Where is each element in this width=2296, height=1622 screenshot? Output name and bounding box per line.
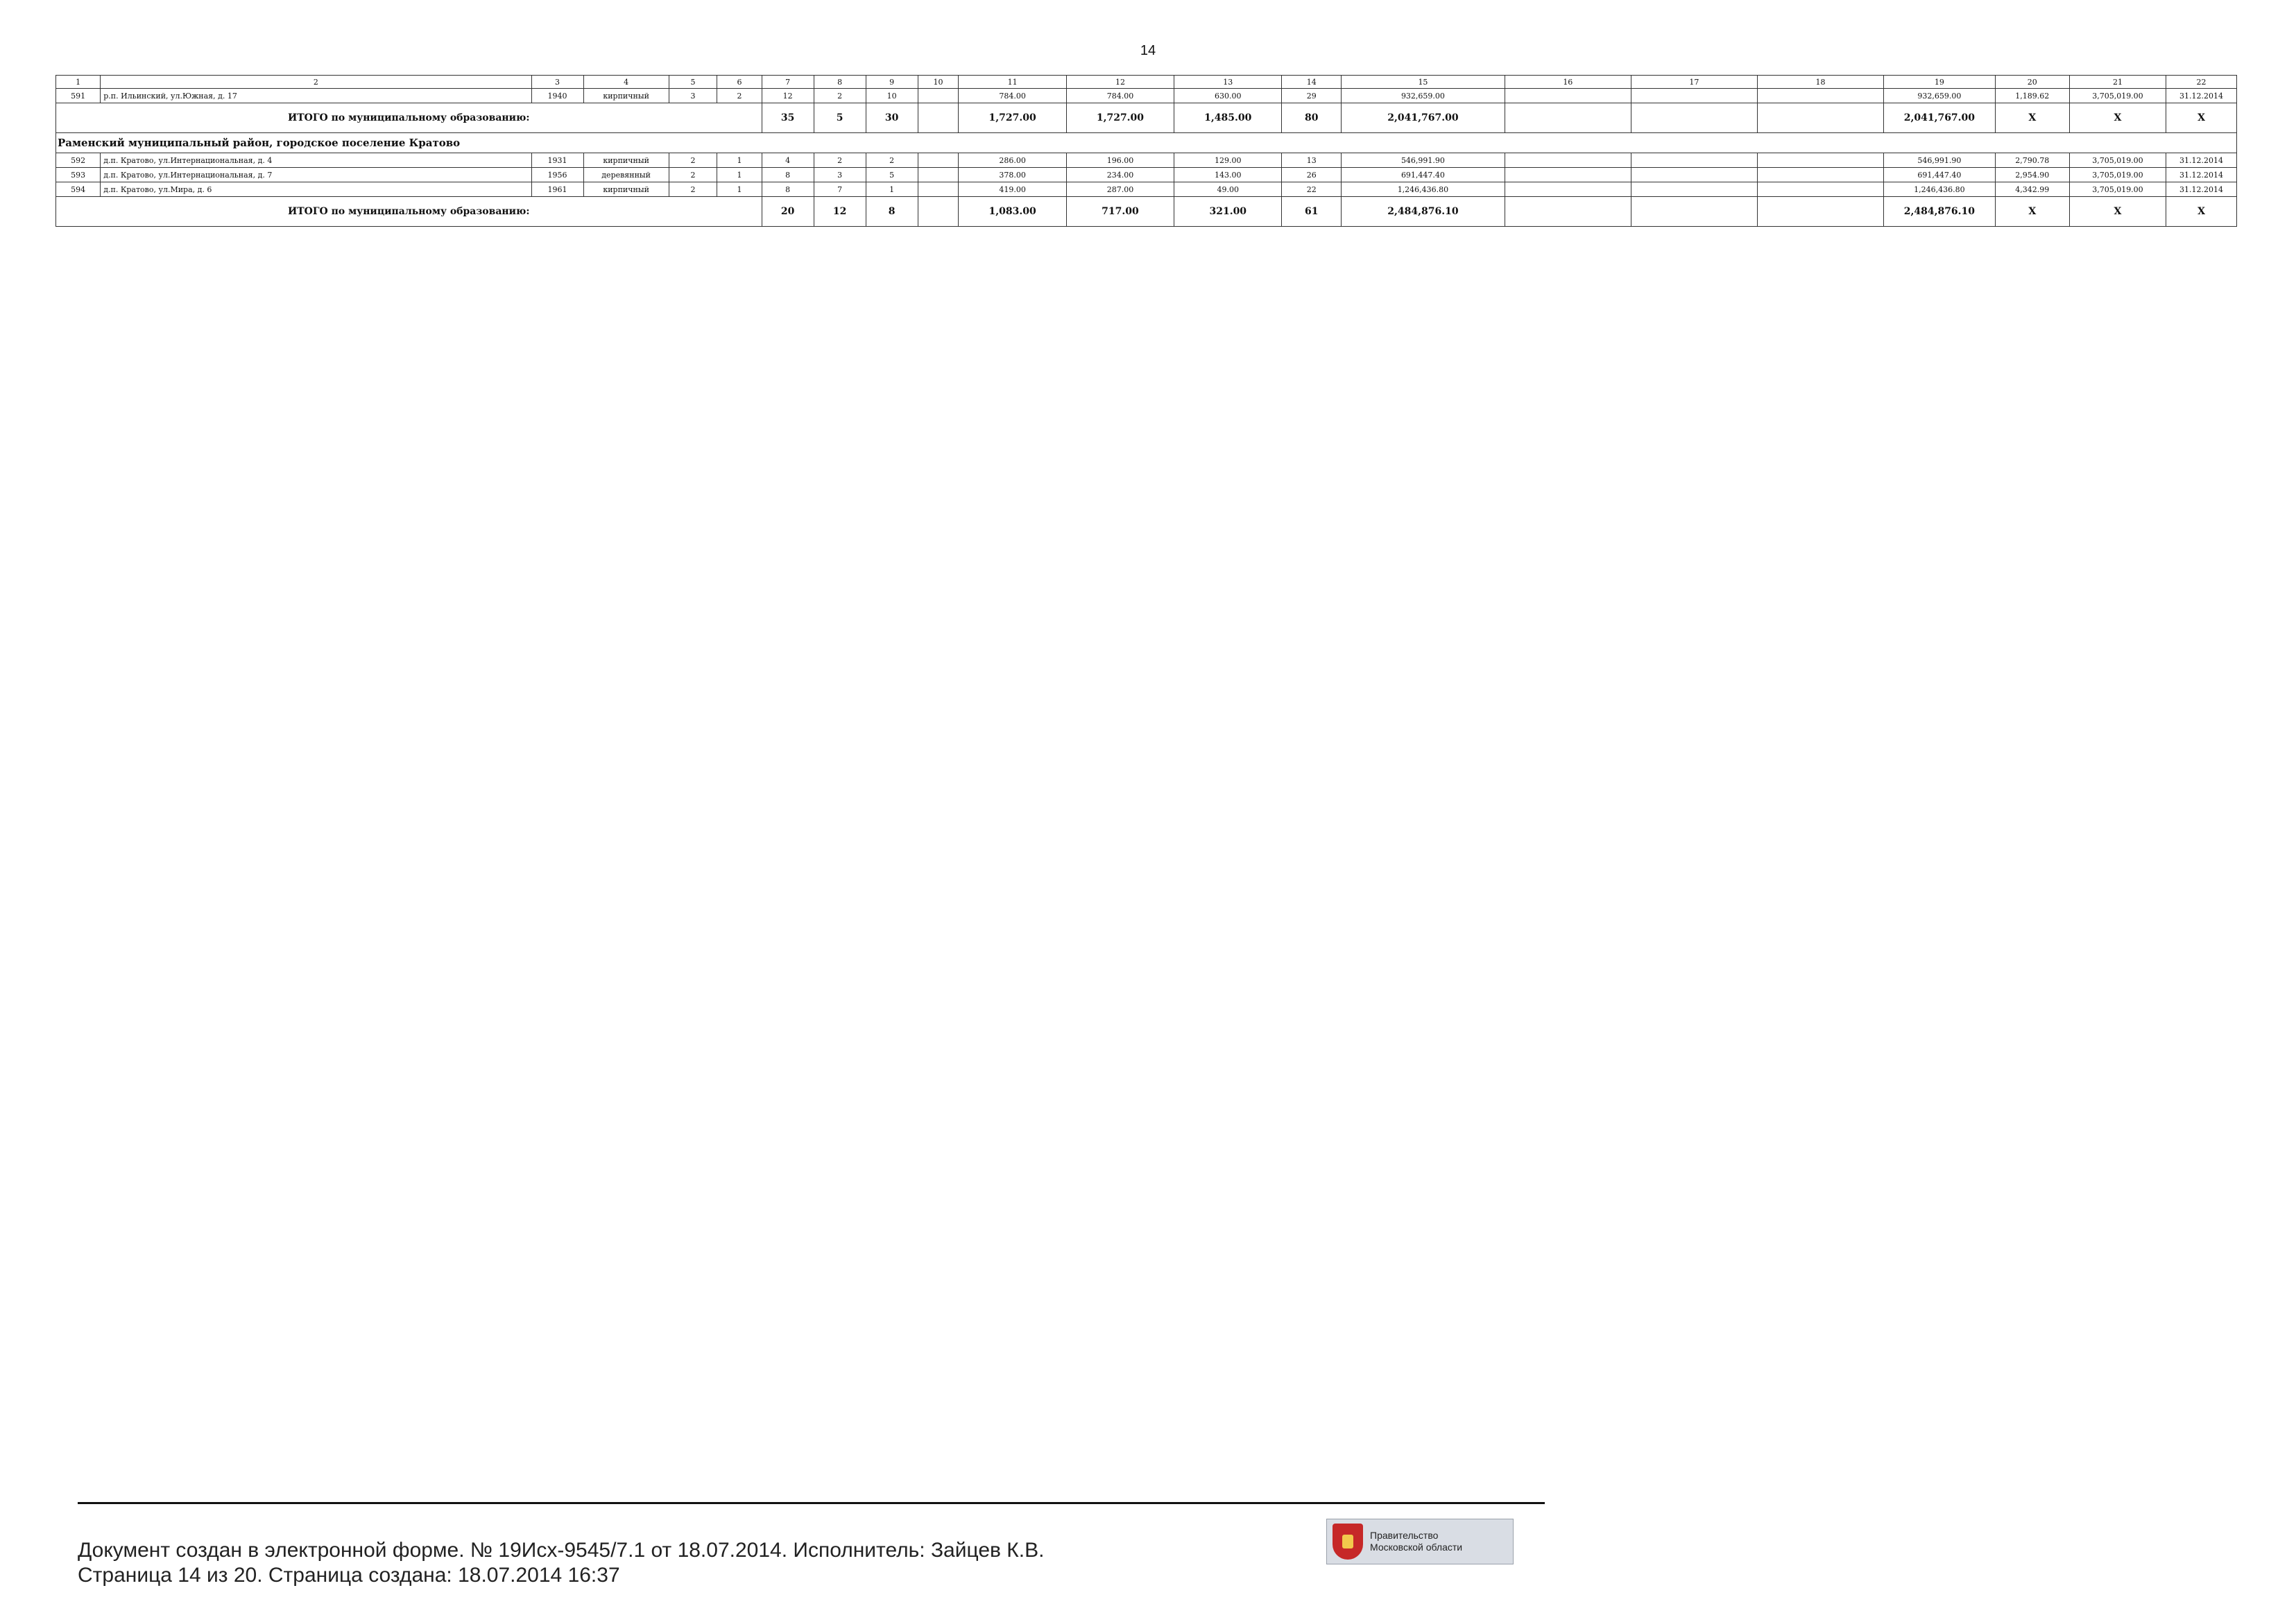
total-label: ИТОГО по муниципальному образованию:	[56, 103, 762, 133]
column-number: 17	[1631, 76, 1757, 89]
cell: 932,659.00	[1884, 89, 1996, 103]
cell	[1757, 89, 1883, 103]
total-cell: 5	[814, 103, 866, 133]
cell: 784.00	[1066, 89, 1174, 103]
electronic-document-stamp	[78, 1538, 1044, 1588]
cell: 5	[866, 168, 918, 182]
cell	[1757, 182, 1883, 197]
cell: 932,659.00	[1342, 89, 1505, 103]
cell: 8	[762, 182, 814, 197]
cell: 2	[814, 89, 866, 103]
build-year: 1931	[531, 153, 583, 168]
total-cell: 8	[866, 197, 918, 227]
cell: 691,447.40	[1884, 168, 1996, 182]
cell: 13	[1282, 153, 1342, 168]
section-title: Раменский муниципальный район, городское поселение Кратово	[56, 133, 2237, 153]
cell	[918, 153, 959, 168]
cell: 2,954.90	[1995, 168, 2069, 182]
total-cell: 1,727.00	[1066, 103, 1174, 133]
total-cell	[1631, 197, 1757, 227]
wall-material: кирпичный	[583, 89, 669, 103]
cell: 129.00	[1174, 153, 1282, 168]
register-sheet	[55, 75, 2237, 227]
total-row	[56, 103, 2237, 133]
cell	[1757, 168, 1883, 182]
house-address: д.п. Кратово, ул.Мира, д. 6	[101, 182, 531, 197]
cell: 286.00	[959, 153, 1066, 168]
cell	[1505, 153, 1631, 168]
column-number: 19	[1884, 76, 1996, 89]
total-cell	[1757, 197, 1883, 227]
cell: 546,991.90	[1342, 153, 1505, 168]
government-badge-text	[1370, 1530, 1462, 1553]
cell: 1,246,436.80	[1884, 182, 1996, 197]
cell: 546,991.90	[1884, 153, 1996, 168]
cell: 1	[866, 182, 918, 197]
cell: 196.00	[1066, 153, 1174, 168]
cell: 1	[717, 153, 762, 168]
cell	[918, 89, 959, 103]
total-cell: 1,727.00	[959, 103, 1066, 133]
build-year: 1940	[531, 89, 583, 103]
total-cell: 35	[762, 103, 814, 133]
total-cell: 20	[762, 197, 814, 227]
cell: 234.00	[1066, 168, 1174, 182]
cell: 2	[866, 153, 918, 168]
cell: 1,246,436.80	[1342, 182, 1505, 197]
column-number: 1	[56, 76, 101, 89]
total-cell	[918, 103, 959, 133]
wall-material: деревянный	[583, 168, 669, 182]
cell: 691,447.40	[1342, 168, 1505, 182]
table-row	[56, 89, 2237, 103]
cell: 378.00	[959, 168, 1066, 182]
cell: 31.12.2014	[2166, 168, 2237, 182]
government-badge	[1326, 1519, 1514, 1564]
cell	[918, 168, 959, 182]
footer-divider	[78, 1502, 1545, 1504]
total-cell	[918, 197, 959, 227]
cell	[918, 182, 959, 197]
page-number: 14	[1140, 43, 1156, 58]
column-number: 13	[1174, 76, 1282, 89]
total-cell: 12	[814, 197, 866, 227]
cell: 4,342.99	[1995, 182, 2069, 197]
cell	[1505, 168, 1631, 182]
register-table	[55, 75, 2237, 227]
column-number: 10	[918, 76, 959, 89]
row-number: 594	[56, 182, 101, 197]
total-cell: X	[2166, 197, 2237, 227]
cell	[1757, 153, 1883, 168]
total-cell: X	[1995, 103, 2069, 133]
cell: 419.00	[959, 182, 1066, 197]
total-cell: 30	[866, 103, 918, 133]
cell: 2	[814, 153, 866, 168]
column-number: 18	[1757, 76, 1883, 89]
wall-material: кирпичный	[583, 182, 669, 197]
total-cell	[1757, 103, 1883, 133]
cell	[1505, 89, 1631, 103]
cell: 2,790.78	[1995, 153, 2069, 168]
cell: 3,705,019.00	[2069, 89, 2166, 103]
cell: 3,705,019.00	[2069, 153, 2166, 168]
total-cell: 2,484,876.10	[1342, 197, 1505, 227]
cell: 2	[669, 153, 717, 168]
total-cell: X	[1995, 197, 2069, 227]
cell: 630.00	[1174, 89, 1282, 103]
cell: 7	[814, 182, 866, 197]
column-number: 3	[531, 76, 583, 89]
column-number: 14	[1282, 76, 1342, 89]
total-cell	[1505, 197, 1631, 227]
total-cell: 2,041,767.00	[1342, 103, 1505, 133]
section-heading-row	[56, 133, 2237, 153]
cell: 287.00	[1066, 182, 1174, 197]
moscow-region-emblem-icon	[1333, 1524, 1363, 1560]
build-year: 1956	[531, 168, 583, 182]
total-cell: 321.00	[1174, 197, 1282, 227]
row-number: 592	[56, 153, 101, 168]
cell: 10	[866, 89, 918, 103]
cell: 1	[717, 168, 762, 182]
column-number: 9	[866, 76, 918, 89]
total-row	[56, 197, 2237, 227]
column-number: 8	[814, 76, 866, 89]
cell: 49.00	[1174, 182, 1282, 197]
cell: 3	[669, 89, 717, 103]
cell: 2	[669, 168, 717, 182]
total-cell: X	[2069, 103, 2166, 133]
total-cell: 1,083.00	[959, 197, 1066, 227]
table-row	[56, 182, 2237, 197]
column-number: 5	[669, 76, 717, 89]
cell: 1,189.62	[1995, 89, 2069, 103]
column-number-row	[56, 76, 2237, 89]
column-number: 7	[762, 76, 814, 89]
total-label: ИТОГО по муниципальному образованию:	[56, 197, 762, 227]
column-number: 2	[101, 76, 531, 89]
cell: 31.12.2014	[2166, 153, 2237, 168]
badge-line: Московской области	[1370, 1542, 1463, 1553]
column-number: 16	[1505, 76, 1631, 89]
cell: 22	[1282, 182, 1342, 197]
total-cell: 1,485.00	[1174, 103, 1282, 133]
table-row	[56, 153, 2237, 168]
column-number: 12	[1066, 76, 1174, 89]
cell: 8	[762, 168, 814, 182]
cell: 3,705,019.00	[2069, 182, 2166, 197]
cell	[1505, 182, 1631, 197]
cell: 29	[1282, 89, 1342, 103]
house-address: р.п. Ильинский, ул.Южная, д. 17	[101, 89, 531, 103]
total-cell: 61	[1282, 197, 1342, 227]
column-number: 21	[2069, 76, 2166, 89]
cell: 784.00	[959, 89, 1066, 103]
wall-material: кирпичный	[583, 153, 669, 168]
cell: 2	[717, 89, 762, 103]
house-address: д.п. Кратово, ул.Интернациональная, д. 7	[101, 168, 531, 182]
column-number: 15	[1342, 76, 1505, 89]
house-address: д.п. Кратово, ул.Интернациональная, д. 4	[101, 153, 531, 168]
cell: 26	[1282, 168, 1342, 182]
column-number: 4	[583, 76, 669, 89]
column-number: 6	[717, 76, 762, 89]
cell: 4	[762, 153, 814, 168]
total-cell: 2,484,876.10	[1884, 197, 1996, 227]
cell	[1631, 89, 1757, 103]
badge-line: Правительство	[1370, 1530, 1439, 1541]
total-cell: X	[2069, 197, 2166, 227]
column-number: 11	[959, 76, 1066, 89]
table-row	[56, 168, 2237, 182]
cell: 143.00	[1174, 168, 1282, 182]
row-number: 591	[56, 89, 101, 103]
total-cell	[1631, 103, 1757, 133]
cell	[1631, 153, 1757, 168]
cell	[1631, 182, 1757, 197]
total-cell: 2,041,767.00	[1884, 103, 1996, 133]
cell: 31.12.2014	[2166, 182, 2237, 197]
total-cell	[1505, 103, 1631, 133]
build-year: 1961	[531, 182, 583, 197]
total-cell: 717.00	[1066, 197, 1174, 227]
total-cell: X	[2166, 103, 2237, 133]
total-cell: 80	[1282, 103, 1342, 133]
cell: 3	[814, 168, 866, 182]
stamp-line: Документ создан в электронной форме. № 19Исх-9545/7.1 от 18.07.2014. Исполнитель: Зайцев К.В.	[78, 1539, 1045, 1562]
cell	[1631, 168, 1757, 182]
column-number: 22	[2166, 76, 2237, 89]
cell: 2	[669, 182, 717, 197]
row-number: 593	[56, 168, 101, 182]
cell: 3,705,019.00	[2069, 168, 2166, 182]
column-number: 20	[1995, 76, 2069, 89]
cell: 12	[762, 89, 814, 103]
cell: 1	[717, 182, 762, 197]
cell: 31.12.2014	[2166, 89, 2237, 103]
stamp-line: Страница 14 из 20. Страница создана: 18.07.2014 16:37	[78, 1564, 620, 1587]
